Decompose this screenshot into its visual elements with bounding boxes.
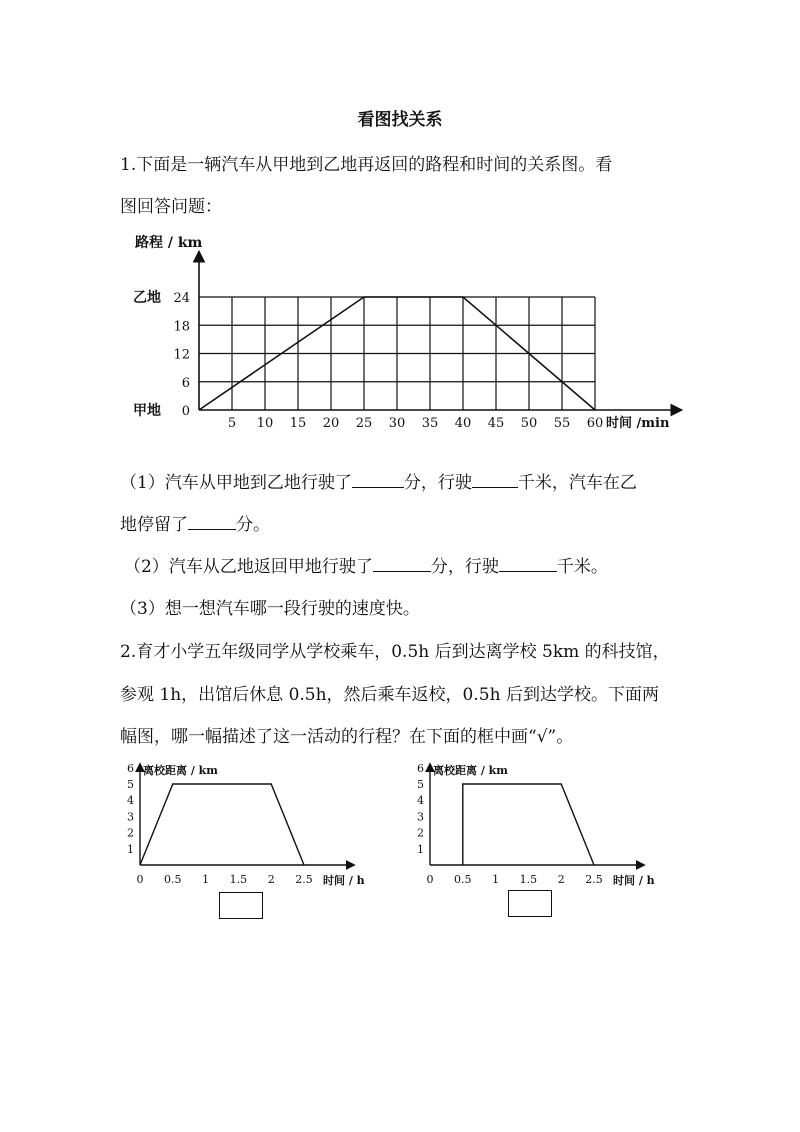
chart3-xtick-label: 1.5 <box>519 873 538 886</box>
answer-blank-4[interactable] <box>373 571 431 572</box>
chart3-xtick-label: 0 <box>426 873 434 886</box>
page-title: 看图找关系 <box>357 110 443 130</box>
chart2-ylabel: 离校距离 / km <box>143 764 218 777</box>
chart1-ytick-label: 24 <box>173 291 190 306</box>
q1-sub2-line: （2）汽车从乙地返回甲地行驶了 分，行驶 千米。 <box>124 557 608 577</box>
chart1-ylabel: 路程 / km <box>135 235 203 251</box>
trip-chart-b <box>405 760 675 890</box>
chart3-xtick-label: 0.5 <box>454 873 472 886</box>
chart3-ytick-label: 2 <box>417 826 424 840</box>
chart3-series-line <box>463 784 594 865</box>
chart1-xtick-label: 35 <box>421 416 439 431</box>
chart1-ytick-label: 18 <box>173 319 190 335</box>
trip-chart-a <box>115 760 385 890</box>
chart1-ytick-label: 12 <box>173 347 190 363</box>
chart3-ytick-label: 3 <box>417 810 424 824</box>
chart2-xtick-label: 1 <box>202 873 210 886</box>
chart1-xtick-label: 55 <box>553 416 571 431</box>
chart1-xtick-label: 45 <box>487 416 505 431</box>
chart2-ytick-label: 3 <box>127 810 134 824</box>
chart3-xtick-label: 2 <box>557 873 565 886</box>
chart3-xtick-label: 1 <box>492 873 500 886</box>
chart1-xtick-label: 10 <box>256 416 274 431</box>
q2-line-3: 幅图，哪一幅描述了这一活动的行程？在下面的框中画“√”。 <box>120 727 574 747</box>
chart1-xtick-label: 5 <box>227 416 237 431</box>
chart2-xtick-label: 2.5 <box>295 873 313 886</box>
chart2-ytick-label: 2 <box>127 826 134 840</box>
chart2-ytick-label: 5 <box>127 778 134 791</box>
chart1-xtick-label: 25 <box>355 416 373 431</box>
chart1-xtick-label: 40 <box>454 416 472 431</box>
chart1-place-yi: 乙地 <box>133 290 161 306</box>
chart1-place-jia: 甲地 <box>133 403 161 419</box>
chart2-xtick-label: 1.5 <box>229 873 248 886</box>
chart3-ylabel: 离校距离 / km <box>433 764 508 777</box>
q2-line-1: 2.育才小学五年级同学从学校乘车，0.5h 后到达离学校 5km 的科技馆， <box>120 642 670 662</box>
chart1-xtick-label: 60 <box>586 416 604 431</box>
chart2-xtick-label: 0.5 <box>164 873 182 886</box>
answer-box-b[interactable] <box>508 890 552 917</box>
q2-line-2: 参观 1h，出馆后休息 0.5h，然后乘车返校，0.5h 后到达学校。下面两 <box>120 685 659 705</box>
answer-box-a[interactable] <box>219 892 263 919</box>
chart3-ytick-label: 4 <box>417 794 424 808</box>
chart2-xtick-label: 0 <box>136 873 144 886</box>
chart1-ytick-label: 6 <box>181 375 190 391</box>
q1-intro-line-1: 1.下面是一辆汽车从甲地到乙地再返回的路程和时间的关系图。看 <box>120 155 613 175</box>
chart3-xlabel: 时间 / h <box>613 874 655 887</box>
q1-sub1-line-1: （1）汽车从甲地到乙地行驶了 分，行驶 千米，汽车在乙 <box>120 473 637 493</box>
chart2-xtick-label: 2 <box>267 873 275 886</box>
chart1-grid <box>199 297 595 410</box>
chart2-series-line <box>140 784 304 865</box>
chart1-xtick-label: 15 <box>289 416 307 431</box>
answer-blank-5[interactable] <box>499 571 557 572</box>
q1-intro-line-2: 图回答问题： <box>120 197 222 217</box>
chart2-ytick-label: 6 <box>127 761 134 775</box>
route-time-chart <box>0 225 800 435</box>
chart2-ytick-label: 4 <box>127 794 134 808</box>
chart2-xlabel: 时间 / h <box>323 874 365 887</box>
chart3-ytick-label: 5 <box>417 778 424 791</box>
q1-sub3-line: （3）想一想汽车哪一段行驶的速度快。 <box>120 599 420 619</box>
chart1-xtick-label: 50 <box>520 416 538 431</box>
chart1-xtick-label: 30 <box>388 416 406 431</box>
chart1-xlabel: 时间 /min <box>606 416 670 431</box>
q1-sub1-line-2: 地停留了 分。 <box>120 515 270 535</box>
chart3-ytick-label: 1 <box>417 842 424 856</box>
chart1-xtick-label: 20 <box>322 416 340 431</box>
chart2-ytick-label: 1 <box>127 842 134 856</box>
chart3-xtick-label: 2.5 <box>585 873 603 886</box>
chart1-ytick-label: 0 <box>181 404 190 419</box>
answer-blank-1[interactable] <box>352 487 404 488</box>
chart3-ytick-label: 6 <box>417 761 424 775</box>
answer-blank-3[interactable] <box>188 529 236 530</box>
answer-blank-2[interactable] <box>472 487 518 488</box>
